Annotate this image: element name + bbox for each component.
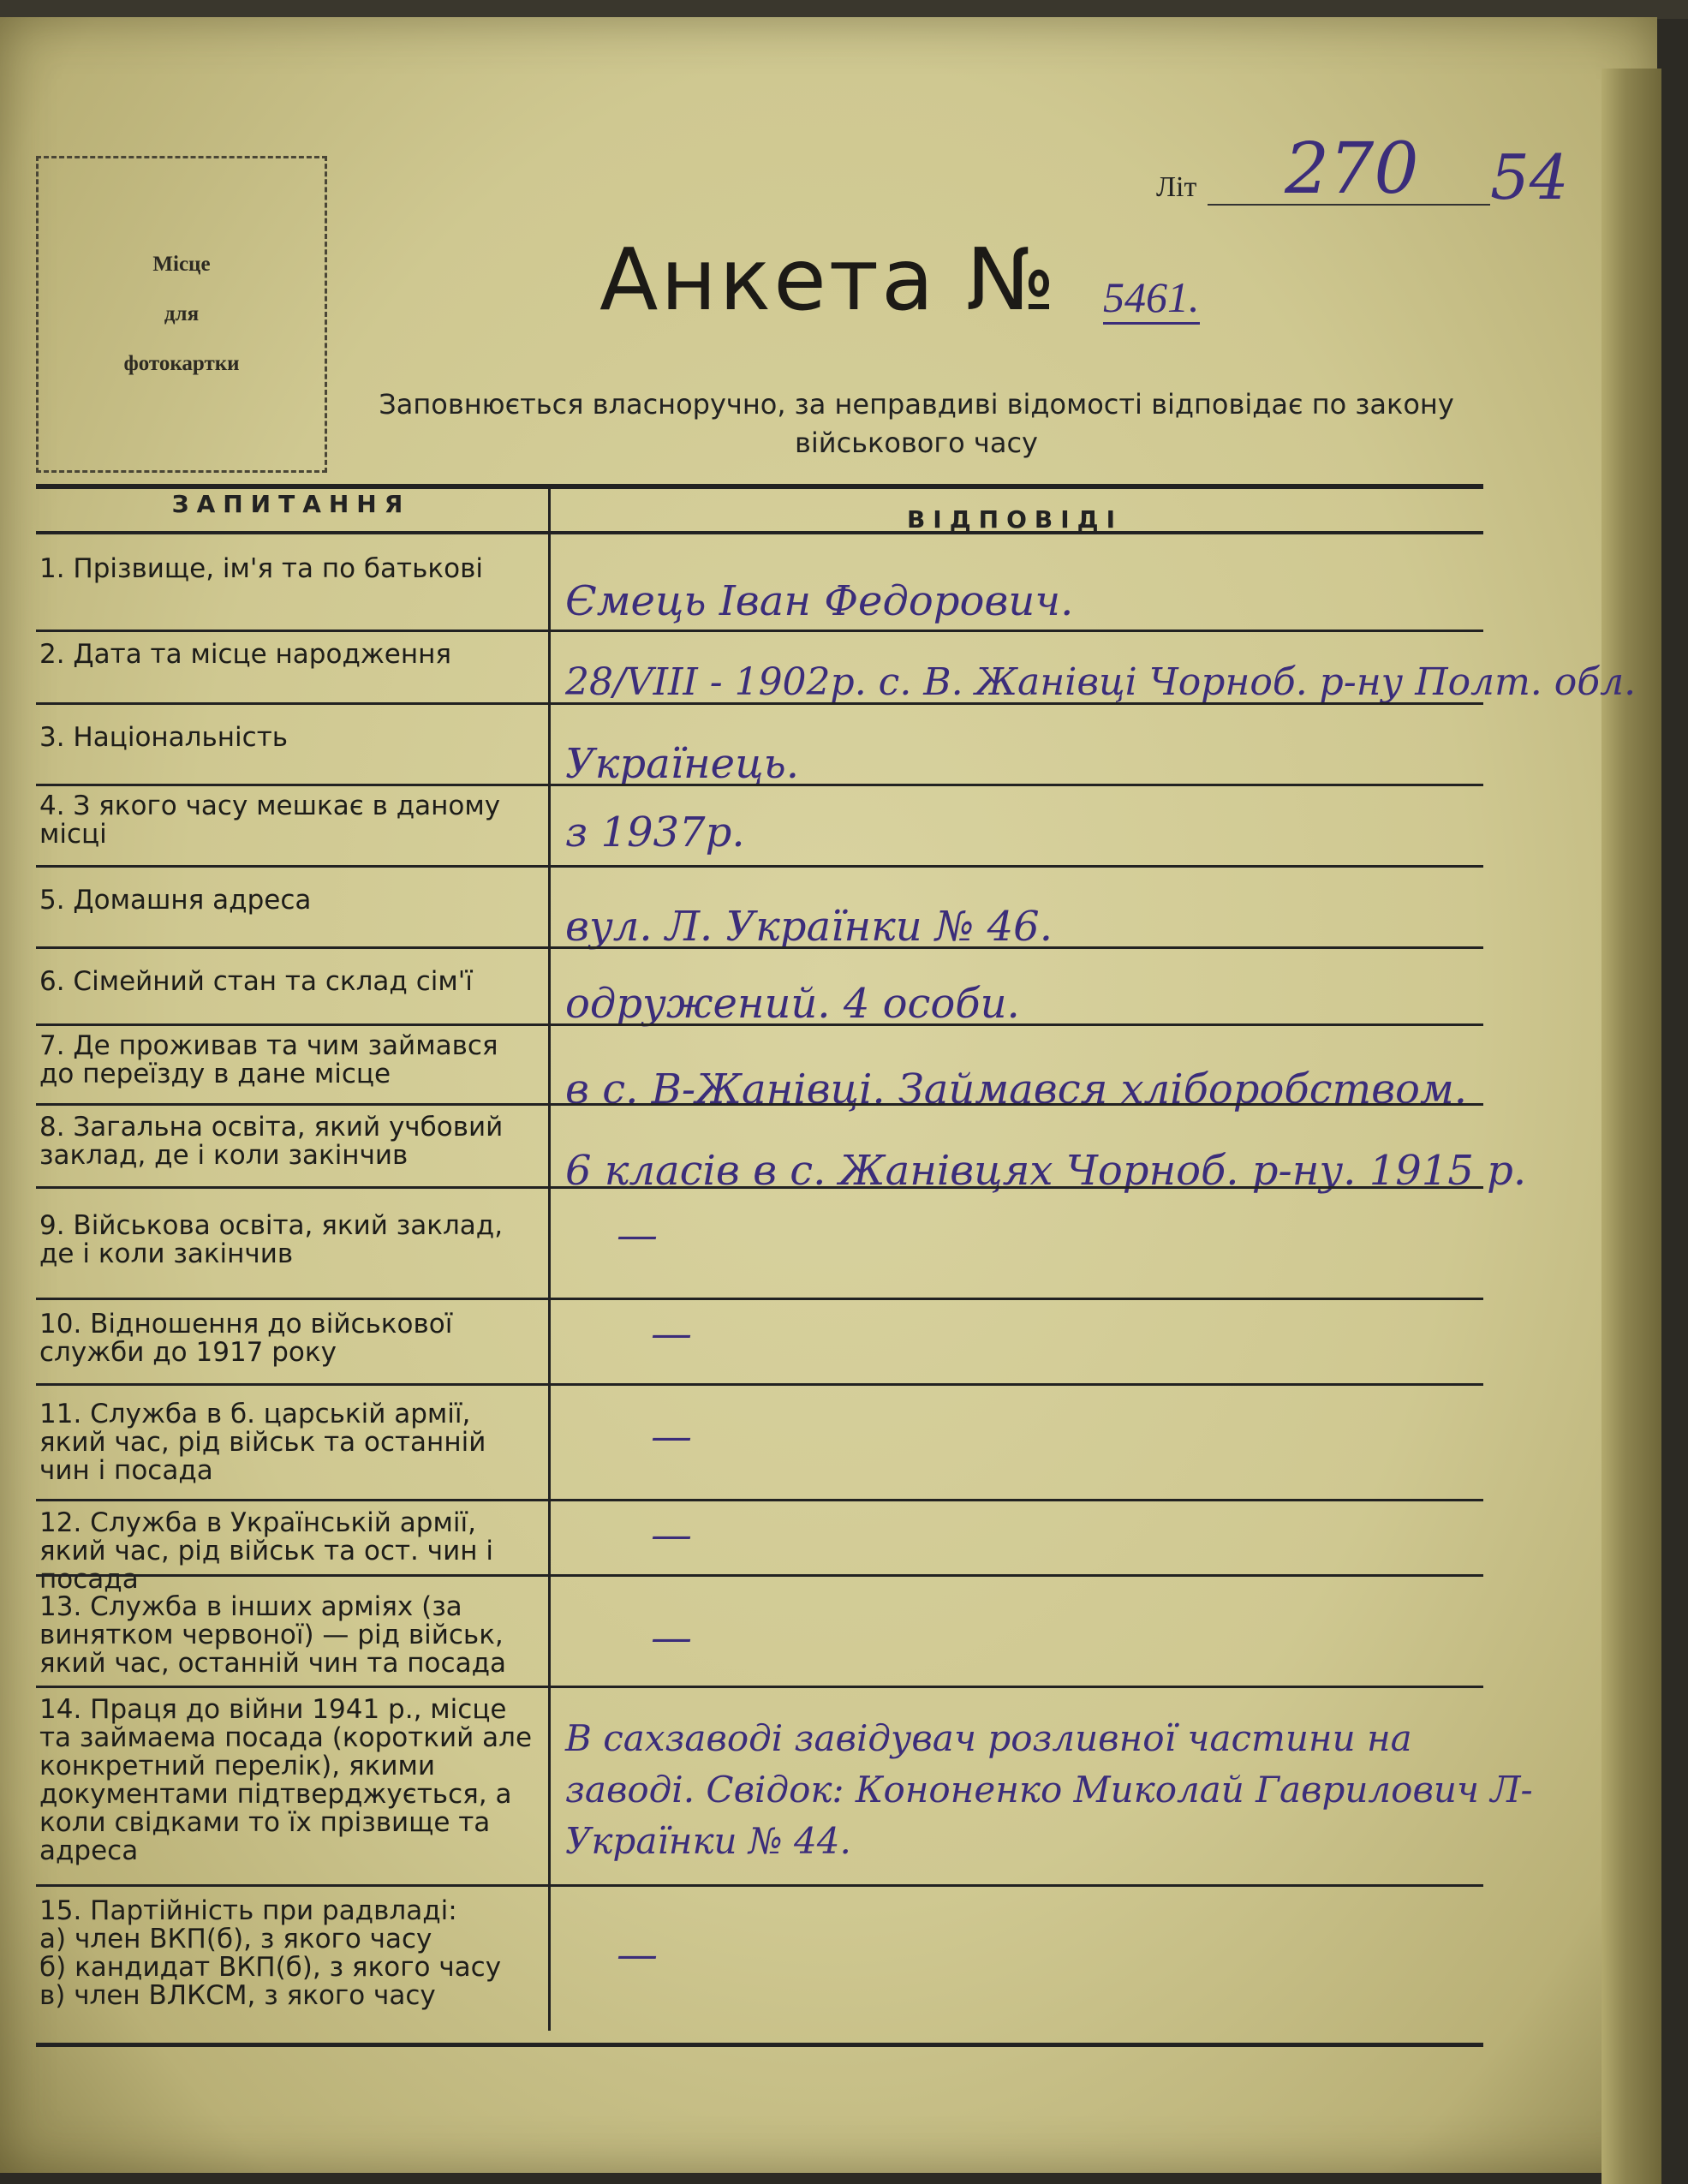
form-number: 5461. [1103, 272, 1200, 325]
row-divider [36, 1499, 1483, 1501]
answer-8: 6 класів в с. Жанівцях Чорноб. р-ну. 1915 р. [565, 1147, 1527, 1195]
questions-column-header: ЗАПИТАННЯ [171, 490, 411, 518]
bottom-rule [36, 2043, 1483, 2047]
row-divider [36, 1884, 1483, 1887]
row-divider [36, 946, 1483, 949]
row-divider [36, 1574, 1483, 1577]
question-10: 10. Відношення до військової служби до 1917 року [39, 1309, 453, 1368]
row-divider [36, 1298, 1483, 1300]
question-13: 13. Служба в інших арміях (за винятком червоної) — рід військ, який час, останній чин та посада [39, 1591, 506, 1679]
folder-edge [1602, 69, 1661, 2184]
answer-11: — [651, 1412, 692, 1460]
question-6: 6. Сімейний стан та склад сім'ї [39, 966, 473, 997]
answer-13: — [651, 1614, 692, 1662]
answer-9: — [617, 1211, 658, 1259]
question-1: 1. Прізвище, ім'я та по батькові [39, 553, 483, 584]
question-9: 9. Військова освіта, який заклад, де і коли закінчив [39, 1210, 504, 1269]
form-title: Анкета № [599, 230, 1059, 330]
question-7: 7. Де проживав та чим займався до переїзду в дане місце [39, 1030, 498, 1089]
answer-10: — [651, 1310, 692, 1358]
question-3: 3. Національність [39, 722, 289, 753]
answer-14: В сахзаводі завідувач розливної частини на заводі. Свідок: Кононенко Миколай Гаврилович Л-Українки № 44. [565, 1717, 1533, 1862]
row-divider [36, 865, 1483, 868]
scan-background-top [0, 0, 1688, 19]
question-12: 12. Служба в Українській армії, який час, рід військ та ост. чин і посада [39, 1507, 493, 1595]
answer-6: одружений. 4 особи. [565, 980, 1020, 1028]
photo-placeholder [36, 156, 327, 473]
question-2: 2. Дата та місце народження [39, 639, 452, 670]
row-divider [36, 784, 1483, 786]
question-14: 14. Праця до війни 1941 р., місце та займаема посада (короткий але конкретний перелік), якими документами підтверджується, а коли свідками то їх прізвище та адреса [39, 1694, 533, 1866]
answer-4: з 1937р. [565, 809, 745, 856]
answer-12: — [651, 1511, 692, 1559]
row-divider [36, 630, 1483, 632]
question-4: 4. З якого часу мешкає в даному місці [39, 791, 501, 850]
row-divider [36, 1103, 1483, 1106]
photo-label-line3: фотокартки [123, 352, 240, 375]
answer-2: 28/VIII - 1902р. с. В. Жанівці Чорноб. р-ну Полт. обл. [565, 660, 1637, 704]
answer-3: Українець. [565, 740, 799, 788]
question-11: 11. Служба в б. царській армії, який час, рід військ та останній чин і посада [39, 1399, 486, 1486]
row-divider [36, 1023, 1483, 1026]
lit-value: 270 [1285, 128, 1419, 210]
question-5: 5. Домашня адреса [39, 885, 312, 916]
form-subtitle: Заповнюється власноручно, за неправдиві відомості відповідає по закону військового часу [379, 388, 1454, 459]
answers-column-header: ВІДПОВІДІ [906, 505, 1124, 534]
column-header-rule [36, 531, 1483, 534]
page-number: 54 [1490, 141, 1569, 213]
answer-7: в с. В-Жанівці. Займався хліборобством. [565, 1065, 1467, 1113]
row-divider [36, 1383, 1483, 1386]
question-8: 8. Загальна освіта, який учбовий заклад, де і коли закінчив [39, 1112, 504, 1171]
column-divider [548, 489, 551, 2031]
row-divider [36, 1186, 1483, 1189]
answer-15: — [617, 1930, 658, 1978]
header-rule [36, 484, 1483, 489]
row-divider [36, 702, 1483, 705]
lit-label: Літ [1156, 171, 1197, 203]
question-15: 15. Партійність при радвладі: а) член ВКП(б), з якого часу б) кандидат ВКП(б), з якого часу в) член ВЛКСМ, з якого часу [39, 1895, 502, 2011]
answer-1: Ємець Іван Федорович. [565, 577, 1074, 625]
row-divider [36, 1686, 1483, 1688]
photo-label-line2: для [164, 302, 200, 325]
photo-label-line1: Місце [152, 253, 211, 276]
answer-5: вул. Л. Українки № 46. [565, 903, 1053, 951]
